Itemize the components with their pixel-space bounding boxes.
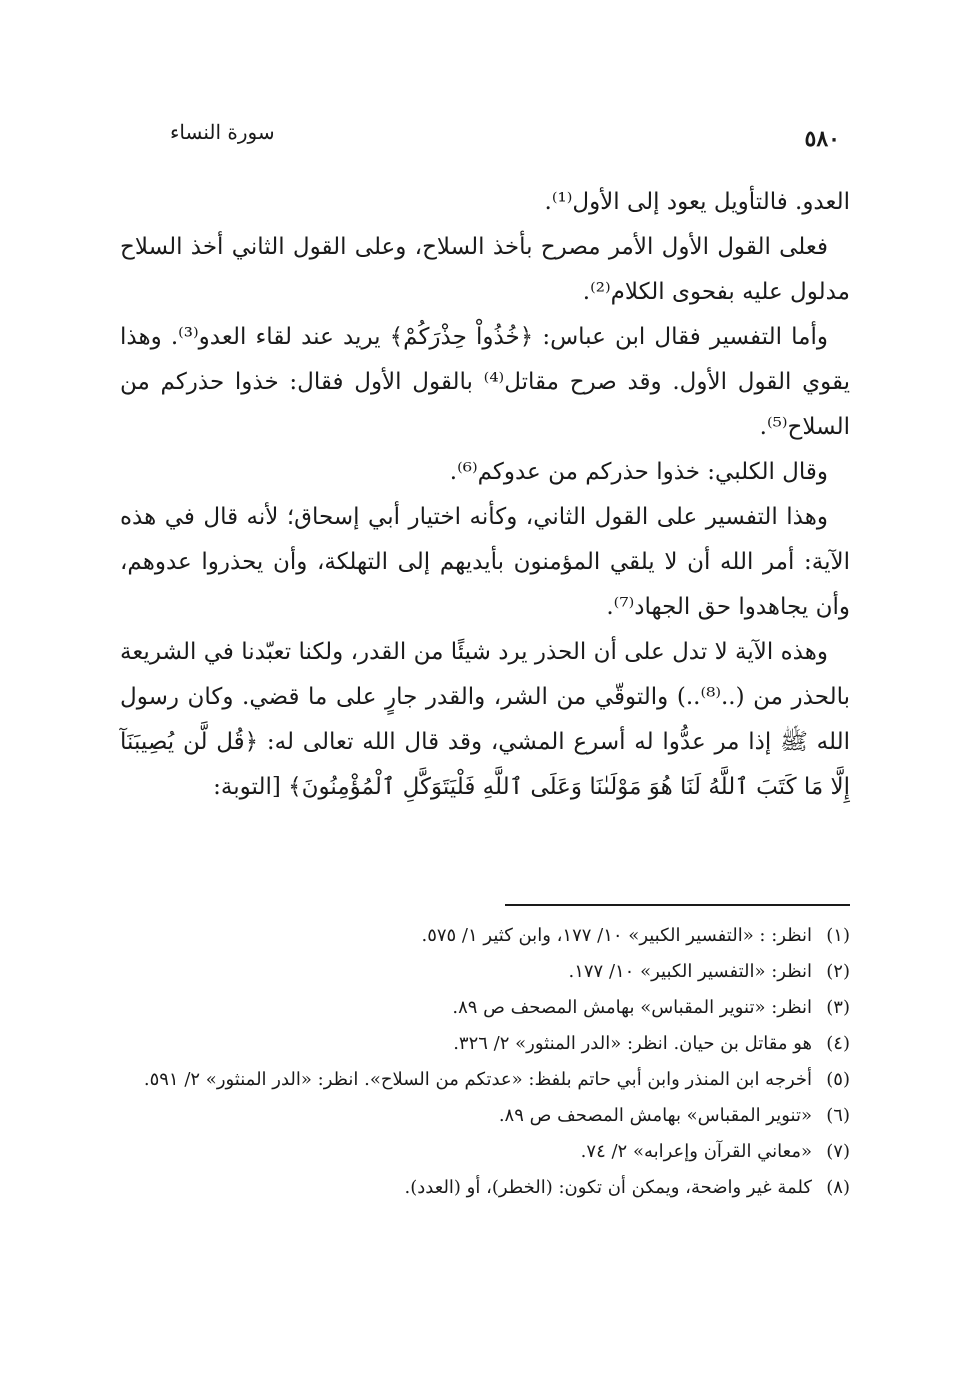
footnote-item <box>110 1170 850 1206</box>
paragraph: وهذا التفسير على القول الثاني، وكأنه اختيار أبي إسحاق؛ لأنه قال في هذه الآية: أمر الله أن لا يلقي المؤمنون بأيديهم إلى التهلكة، وأن يحذروا عدوهم، وأن يجاهدوا حق الجهاد⁽⁷⁾. <box>120 504 850 620</box>
footnote-number: (٧) <box>826 1141 850 1162</box>
footnote-text: انظر: «تنوير المقباس» بهامش المصحف ص ٨٩. <box>452 997 812 1018</box>
footnote-number: (٢) <box>826 961 850 982</box>
running-title: سورة النساء <box>170 120 275 144</box>
paragraph: وهذه الآية لا تدل على أن الحذر يرد شيئًا من القدر، ولكنا تعبّدنا في الشريعة بالحذر من (..⁽⁸⁾..) والتوقّي من الشر، والقدر جارٍ على ما قضي. وكان رسول الله ﷺ إذا مر عدُّوا له أسرع المشي، وقد قال الله تعالى له: ﴿قُل لَّن يُصِيبَنَآ إِلَّا مَا كَتَبَ ٱللَّهُ لَنَا هُوَ مَوْلَىٰنَا وَعَلَى ٱللَّهِ فَلْيَتَوَكَّلِ ٱلْمُؤْمِنُونَ﴾ [التوبة: <box>120 639 850 800</box>
footnote-text: انظر: «التفسير الكبير» ١٠/ ١٧٧. <box>568 961 812 982</box>
footnote-item <box>110 990 850 1026</box>
footnote-number: (١) <box>826 925 850 946</box>
footnote-item <box>110 1026 850 1062</box>
footnote-item <box>110 1062 850 1098</box>
footnote-number: (٤) <box>826 1033 850 1054</box>
page-number: ٥٨٠ <box>804 126 840 152</box>
paragraph: وأما التفسير فقال ابن عباس: ﴿خُذُواْ حِذْرَكُمْ﴾ يريد عند لقاء العدو⁽³⁾. وهذا يقوي القول الأول. وقد صرح مقاتل⁽⁴⁾ بالقول الأول فقال: خذوا حذركم من السلاح⁽⁵⁾. <box>120 324 850 440</box>
footnote-item <box>110 918 850 954</box>
footnote-divider <box>505 904 850 906</box>
paragraph: العدو. فالتأويل يعود إلى الأول⁽¹⁾. <box>544 189 850 215</box>
footnote-number: (٣) <box>826 997 850 1018</box>
footnote-text: انظر: : «التفسير الكبير» ١٠/ ١٧٧، وابن كثير ١/ ٥٧٥. <box>421 925 812 946</box>
footnotes <box>110 918 850 1206</box>
footnote-item <box>110 1134 850 1170</box>
footnote-text: هو مقاتل بن حيان. انظر: «الدر المنثور» ٢/ ٣٢٦. <box>453 1033 812 1054</box>
footnote-item <box>110 954 850 990</box>
footnote-text: أخرجه ابن المنذر وابن أبي حاتم بلفظ: «عدتكم من السلاح». انظر: «الدر المنثور» ٢/ ٥٩١. <box>143 1069 812 1090</box>
page-header <box>110 118 840 158</box>
footnote-number: (٨) <box>826 1177 850 1198</box>
footnote-number: (٥) <box>826 1069 850 1090</box>
footnote-text: كلمة غير واضحة، ويمكن أن تكون: (الخطر)، أو (العدد). <box>404 1177 812 1198</box>
footnote-text: «معاني القرآن وإعرابه» ٢/ ٧٤. <box>580 1141 812 1162</box>
paragraph: وقال الكلبي: خذوا حذركم من عدوكم⁽⁶⁾. <box>449 459 828 485</box>
paragraph: فعلى القول الأول الأمر مصرح بأخذ السلاح، وعلى القول الثاني أخذ السلاح مدلول عليه بفحوى الكلام⁽²⁾. <box>120 234 850 305</box>
main-text <box>120 180 850 810</box>
footnote-number: (٦) <box>826 1105 850 1126</box>
footnote-item <box>110 1098 850 1134</box>
footnote-text: «تنوير المقباس» بهامش المصحف ص ٨٩. <box>498 1105 812 1126</box>
